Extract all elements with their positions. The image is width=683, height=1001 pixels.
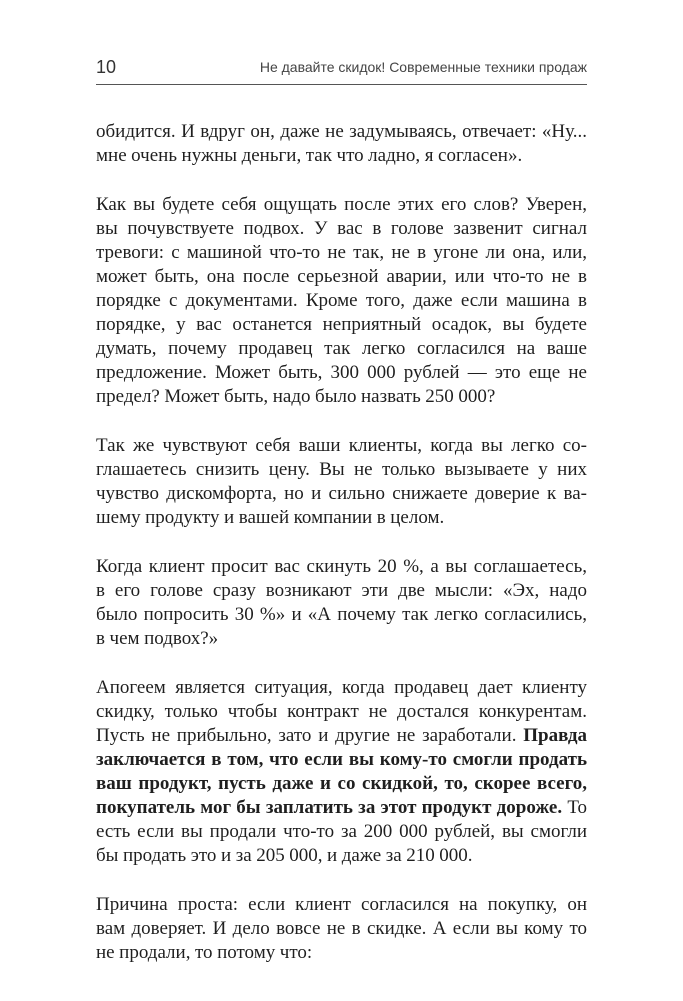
text-line: бы продать это и за 205 000, и даже за 210 000.	[96, 845, 473, 866]
bold-text-run: покупатель мог бы заплатить за этот продукт дороже.	[96, 797, 563, 818]
paragraph-3	[96, 434, 587, 530]
text-line: предел? Может быть, надо было назвать 250 000?	[96, 386, 496, 407]
text-line: порядке, у вас останется неприятный осадок, вы будете	[96, 314, 587, 335]
text-line: было попросить 30 %» и «А почему так легко согласились,	[96, 604, 587, 625]
text-line: есть если вы продали что-то за 200 000 рублей, вы смогли	[96, 821, 587, 842]
text-line: в чем подвох?»	[96, 628, 219, 649]
text-line: Как вы будете себя ощущать после этих его слов? Уверен,	[96, 194, 587, 215]
page-body	[96, 120, 587, 965]
text-line: Апогеем является ситуация, когда продавец дает клиенту	[96, 677, 587, 698]
header-divider	[96, 84, 587, 85]
text-line: чувство дискомфорта, но и сильно снижаете доверие к ва-	[96, 483, 587, 504]
text-line: глашаетесь снизить цену. Вы не только вызываете у них	[96, 459, 587, 480]
page-number: 10	[96, 57, 117, 77]
text-line: обидится. И вдруг он, даже не задумываясь, отвечает: «Ну...	[96, 121, 587, 142]
paragraph-2	[96, 193, 587, 409]
text-line: предложение. Может быть, 300 000 рублей — это еще не	[96, 362, 587, 383]
text-line: может быть, она после серьезной аварии, или что-то не в	[96, 266, 587, 287]
text-line: Так же чувствуют себя ваши клиенты, когда вы легко со-	[96, 435, 587, 456]
text-line: мне очень нужны деньги, так что ладно, я согласен».	[96, 145, 523, 166]
paragraph-1	[96, 120, 587, 168]
bold-text-line: заключается в том, что если вы кому-то смогли продать	[96, 749, 587, 770]
text-line: Когда клиент просит вас скинуть 20 %, а вы соглашаетесь,	[96, 556, 587, 577]
running-title: Не давайте скидок! Современные техники продаж	[259, 59, 587, 75]
text-run: Пусть не прибыльно, зато и другие не заработали.	[96, 725, 517, 746]
text-line: порядке с документами. Кроме того, даже если машина в	[96, 290, 587, 311]
text-line: в его голове сразу возникают эти две мысли: «Эх, надо	[96, 580, 587, 601]
bold-text-run: Правда	[523, 725, 587, 746]
text-line: не продали, то потому что:	[96, 942, 313, 963]
text-line	[96, 796, 587, 820]
text-line: думать, почему продавец так легко согласился на ваше	[96, 338, 587, 359]
paragraph-6	[96, 893, 587, 965]
text-line	[96, 724, 587, 748]
paragraph-4	[96, 555, 587, 651]
text-line: тревоги: с машиной что-то не так, не в угоне ли она, или,	[96, 242, 587, 263]
text-run: То	[567, 797, 587, 818]
text-line: шему продукту и вашей компании в целом.	[96, 507, 445, 528]
text-line: Причина проста: если клиент согласился на покупку, он	[96, 894, 587, 915]
bold-text-line: ваш продукт, пусть даже и со скидкой, то, скорее всего,	[96, 773, 587, 794]
text-line: вы почувствуете подвох. У вас в голове зазвенит сигнал	[96, 218, 587, 239]
text-line: скидку, только чтобы контракт не достался конкурентам.	[96, 701, 587, 722]
page-header	[96, 56, 587, 80]
text-line: вам доверяет. И дело вовсе не в скидке. А если вы кому то	[96, 918, 587, 939]
paragraph-5	[96, 676, 587, 868]
